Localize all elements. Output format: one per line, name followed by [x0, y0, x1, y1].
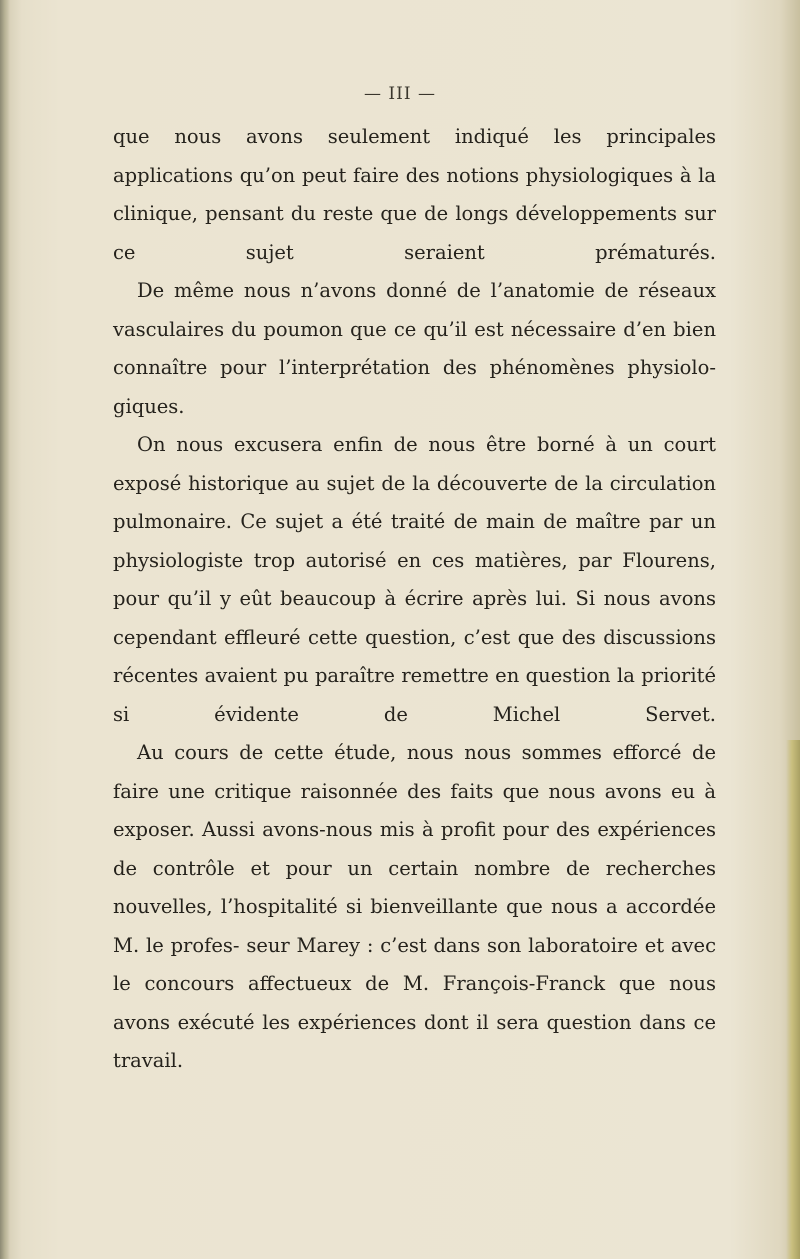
text-line: Aussi avons-nous mis à profit pour des expériences de: [113, 818, 716, 880]
text-line: physiologiste trop autorisé en ces matières, par Flourens,: [113, 548, 716, 572]
text-line: contrôle et pour un certain nombre de recherches nouvelles,: [113, 856, 717, 918]
text-line: seur Marey : c’est dans son laboratoire et avec le concours: [113, 933, 716, 995]
text-line: vasculaires du poumon que ce qu’il est nécessaire d’en bien: [113, 317, 716, 341]
body-text: [113, 118, 716, 1081]
text-line: l’hospitalité si bienveillante que nous a accordée M. le profes-: [113, 895, 716, 957]
text-line: si évidente de Michel Servet.: [113, 702, 716, 726]
text-line: connaître pour l’interprétation des phénomènes physiolo-: [113, 356, 716, 379]
text-line: pour qu’il y eût beaucoup à écrire après lui. Si nous avons: [113, 587, 716, 610]
text-line: pensant du reste que de longs développements sur ce sujet: [113, 202, 716, 264]
paragraph: [113, 118, 716, 272]
text-line: exposé historique au sujet de la découverte de la circulation: [113, 471, 716, 495]
text-line: pulmonaire. Ce sujet a été traité de main de maître par un: [113, 510, 716, 533]
text-line: seraient prématurés.: [404, 240, 716, 264]
text-line: affectueux de M. François-Franck que nous avons exécuté les: [113, 972, 716, 1034]
page-number: — III —: [364, 84, 436, 104]
text-line: cependant effleuré cette question, c’est que des discussions: [113, 625, 716, 649]
text-line: Au cours de cette étude, nous nous sommes efforcé de faire: [113, 741, 716, 803]
text-line: On nous excusera enfin de nous être borné à un court: [137, 433, 716, 456]
paragraph: [113, 272, 716, 426]
paragraph: [113, 734, 716, 1081]
text-line: récentes avaient pu paraître remettre en question la priorité: [113, 664, 716, 687]
text-line: une critique raisonnée des faits que nous avons eu à exposer.: [113, 779, 716, 841]
text-line: giques.: [113, 394, 185, 418]
paragraph: [113, 426, 716, 734]
text-line: qu’on peut faire des notions physiologiques à la clinique,: [113, 163, 716, 225]
page-right-edge: [786, 740, 800, 1259]
text-line: De même nous n’avons donné de l’anatomie de réseaux: [137, 279, 716, 302]
text-line: que nous avons seulement indiqué les principales applications: [113, 125, 716, 187]
text-line: expériences dont il sera question dans ce travail.: [113, 1010, 717, 1072]
page-left-edge: [0, 0, 10, 1259]
